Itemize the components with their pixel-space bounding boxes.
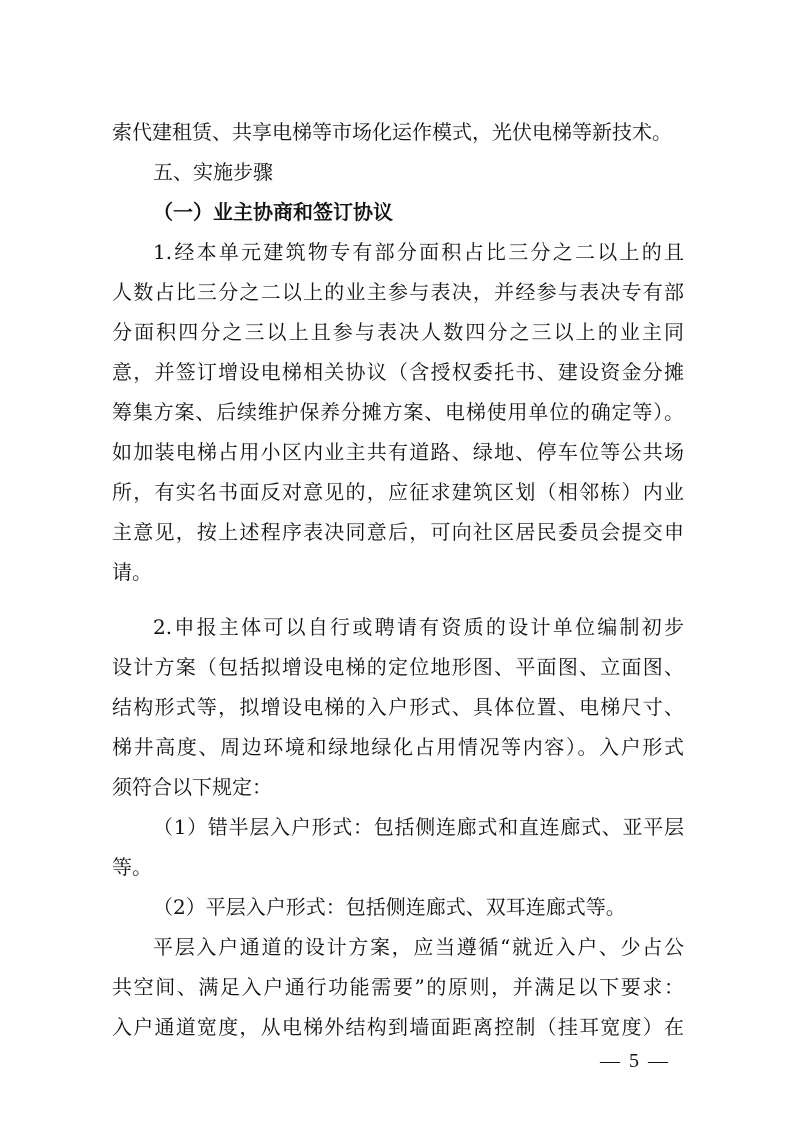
text-line: 所，有实名书面反对意见的，应征求建筑区划（相邻栋）内业 [112,480,684,504]
text-line: 主意见，按上述程序表决同意后，可向社区居民委员会提交申 [112,520,684,544]
text-line: 分面积四分之三以上且参与表决人数四分之三以上的业主同 [112,320,684,344]
text-line: 筹集方案、后续维护保养分摊方案、电梯使用单位的确定等）。 [112,400,684,424]
text-line: 结构形式等，拟增设电梯的入户形式、具体位置、电梯尺寸、 [112,695,684,719]
text-line: （1）错半层入户形式：包括侧连廊式和直连廊式、亚平层 [153,815,684,839]
section-heading: （一）业主协商和签订协议 [153,200,393,224]
text-line: 索代建租赁、共享电梯等市场化运作模式，光伏电梯等新技术。 [112,120,672,144]
text-line: 如加装电梯占用小区内业主共有道路、绿地、停车位等公共场 [112,440,684,464]
section-design-plan [112,607,684,1047]
paragraph-gap [112,592,684,607]
text-line: 请。 [112,560,152,584]
text-line: 等。 [112,855,152,879]
text-line: 五、实施步骤 [153,160,273,184]
text-line: 2.申报主体可以自行或聘请有资质的设计单位编制初步 [153,615,684,639]
text-line: 共空间、满足入户通行功能需要”的原则，并满足以下要求： [112,975,684,999]
page-number: — 5 — [600,1050,670,1072]
text-line: 1.经本单元建筑物专有部分面积占比三分之二以上的且 [153,240,684,264]
section-implementation-steps [112,112,684,592]
text-line: 入户通道宽度，从电梯外结构到墙面距离控制（挂耳宽度）在 [112,1015,684,1039]
text-line: 梯井高度、周边环境和绿地绿化占用情况等内容）。入户形式 [112,735,684,759]
document-body [112,112,684,1047]
text-line: 设计方案（包括拟增设电梯的定位地形图、平面图、立面图、 [112,655,684,679]
text-line: 意，并签订增设电梯相关协议（含授权委托书、建设资金分摊 [112,360,684,384]
text-line: （2）平层入户形式：包括侧连廊式、双耳连廊式等。 [153,895,626,919]
text-line: 人数占比三分之二以上的业主参与表决，并经参与表决专有部 [112,280,684,304]
text-line: 须符合以下规定： [112,775,272,799]
text-line: 平层入户通道的设计方案，应当遵循“就近入户、少占公 [153,935,684,959]
